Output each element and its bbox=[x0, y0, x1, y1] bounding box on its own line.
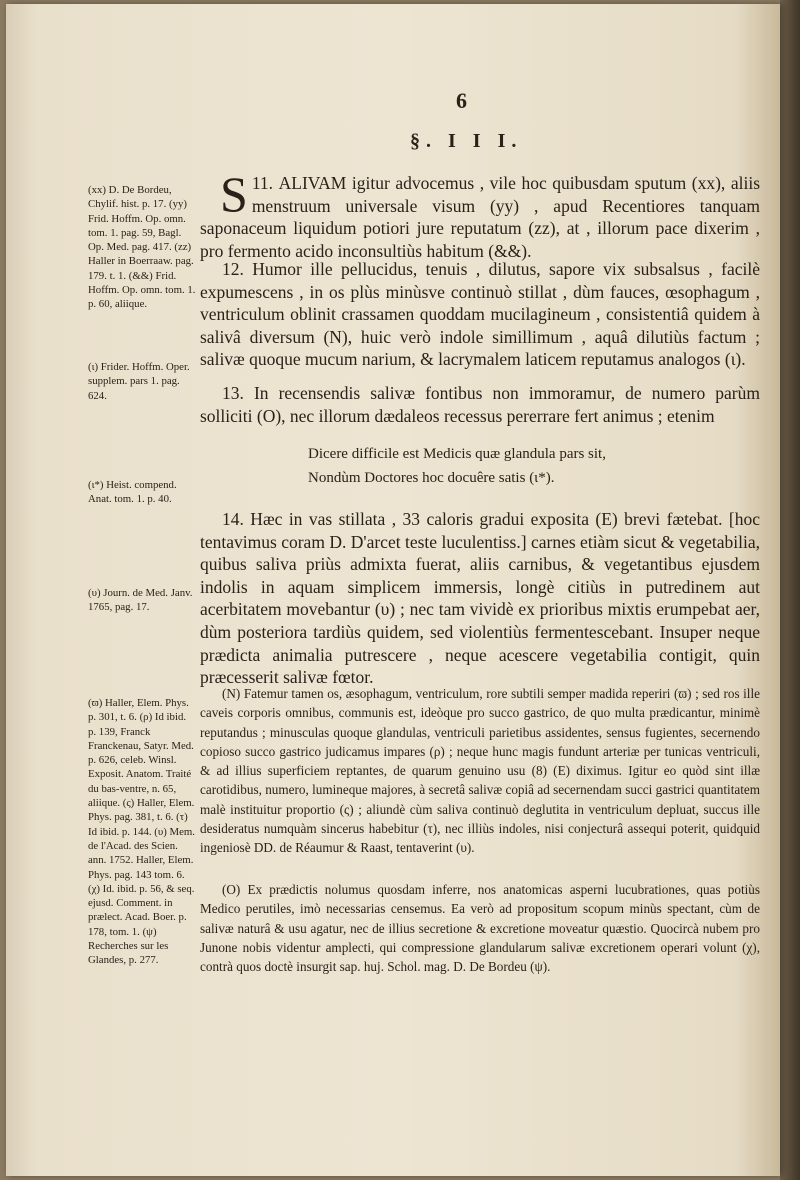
paragraph-13: 13. In recensendis salivæ fontibus non immoramur, de numero parùm solliciti (O), nec illorum dædaleos recessus pererrare fert animus ; etenim bbox=[200, 383, 760, 426]
page-number: 6 bbox=[456, 88, 467, 113]
margin-note-xx-to-ampersand: (xx) D. De Bordeu, Chylif. hist. p. 17. (yy) Frid. Hoffm. Op. omn. tom. 1. pag. 59, Bagl. Op. Med. pag. 417. (zz) Haller in Boerraaw. pag. 179. t. 1. (&&) Frid. Hoffm. Op. omn. tom. 1. p. 60, aliique. bbox=[88, 184, 196, 311]
margin-note-iota: (ι) Frider. Hoffm. Oper. supplem. pars 1. pag. 624. bbox=[88, 361, 190, 402]
footnote-O: (O) Ex prædictis nolumus quosdam inferre, nos anatomicas asperni lucubrationes, quas potiùs Medico perutiles, imò necessarias censemus. Ea verò ad propositum scopum minùs spectant, cùm de salivæ naturâ & usu agatur, nec de illius secretione & excretione moveatur quæstio. Quocircà nubem pro Junone nobis videntur amplecti, qui compressione glandularum salivæ excretionem operari volunt (χ), contrà quos doctè insurgit sap. huj. Schol. mag. D. De Bordeu (ψ). bbox=[200, 882, 760, 975]
drop-cap: S bbox=[220, 166, 248, 222]
footnote-N: (N) Fatemur tamen os, æsophagum, ventriculum, rore subtili semper madida reperiri (ϖ) ; sed ros ille caveis corporis omnibus, communis est, ideòque pro succo gastrico, de quo multa prædicantur, minimè reputandus ; minusculas quoque glandulas, ventriculi parietibus assidentes, sensus fugientes, secernendo copioso succo gastrico judicamus impares (ρ) ; neque hunc magis fundunt arteriæ per tunicas ventriculi, & ad illius superficiem reptantes, de quarum genuino usu (8) (E) diximus. Igitur eo quòd sint illæ carotidibus, numero, lumineque majores, à secretâ salivæ copiâ ad secernendam succi gastrici quantitatem malè instituitur proportio (ς) ; aliundè cùm saliva continuò deglutita in ventriculum depluat, succus ille desideratus numquàm sincerus habebitur (τ), nec illiùs indoles, nisi conjecturâ assequi poterit, quidquid ingeniosè DD. de Réaumur & Raast, tentaverint (υ). bbox=[200, 686, 760, 856]
paragraph-number: 11. bbox=[251, 173, 274, 193]
paragraph-11 bbox=[200, 166, 761, 262]
margin-note-iota-star: (ι*) Heist. compend. Anat. tom. 1. p. 40. bbox=[88, 479, 177, 506]
verse-line-2: Nondùm Doctores hoc docuêre satis (ι*). bbox=[308, 470, 555, 486]
paragraph-12: 12. Humor ille pellucidus, tenuis , dilutus, sapore vix subsalsus , facilè expumescens , in os plùs minùsve continuò stillat , dùm fauces, œsophagum , ventriculum oblinit crassamen quoddam mucilagineum , consistentiâ quidem à salivâ diversum (N), huic verò indole simillimum , aquâ dilutiùs factum ; salivæ quoque mucum narium, & lacrymalem laticem reputamus analogos (ι). bbox=[200, 259, 760, 370]
verse-quotation bbox=[308, 442, 648, 490]
paragraph-text: ALIVAM igitur advocemus , vile hoc quibusdam sputum (xx), aliis menstruum universale visum (yy) , apud Recentiores tanquam saponaceum liquidum potiori jure reputatum (zz), at , illorum pace dixerim , pro fermento acido inconsultiùs habitum (&&). bbox=[200, 173, 761, 261]
book-edge bbox=[780, 0, 800, 1180]
margin-note-varpi-to-psi: (ϖ) Haller, Elem. Phys. p. 301, t. 6. (ρ) Id ibid. p. 139, Franck Franckenau, Satyr. Med. p. 626, celeb. Winsl. Exposit. Anatom. Traité du bas-ventre, n. 65, aliique. (ς) Haller, Elem. Phys. pag. 381, t. 6. (τ) Id ibid. p. 144. (υ) Mem. de l'Acad. des Scien. ann. 1752. Haller, Elem. Phys. pag. 143 tom. 6. (χ) Id. ibid. p. 56, & seq. ejusd. Comment. in prælect. Acad. Boer. p. 178, tom. 1. (ψ) Recherches sur les Glandes, p. 277. bbox=[88, 697, 196, 967]
verse-line-1: Dicere difficile est Medicis quæ glandula pars sit, bbox=[308, 446, 606, 462]
section-heading: §. I I I. bbox=[410, 130, 523, 152]
paragraph-14: 14. Hæc in vas stillata , 33 caloris gradui exposita (E) brevi fætebat. [hoc tentavimus coram D. D'arcet teste luculentiss.] carnes etiàm sicut & vegetabilia, quibus saliva priùs admixta fuerat, aliis carnibus, & vegetantibus ejusdem indolis in aquam simplicem immersis, longè citiùs in putredinem aut acerbitatem movebantur (υ) ; nec tam vividè ex prioribus mixtis erumpebat aer, dùm posteriora tardiùs quidem, sed violentiùs fermentescebant. Insuper neque prædicta animalia putrescere , neque acescere vegetabilia contigit, quin præcesserit salivæ fœtor. bbox=[200, 509, 760, 688]
margin-note-upsilon: (υ) Journ. de Med. Janv. 1765, pag. 17. bbox=[88, 587, 193, 614]
